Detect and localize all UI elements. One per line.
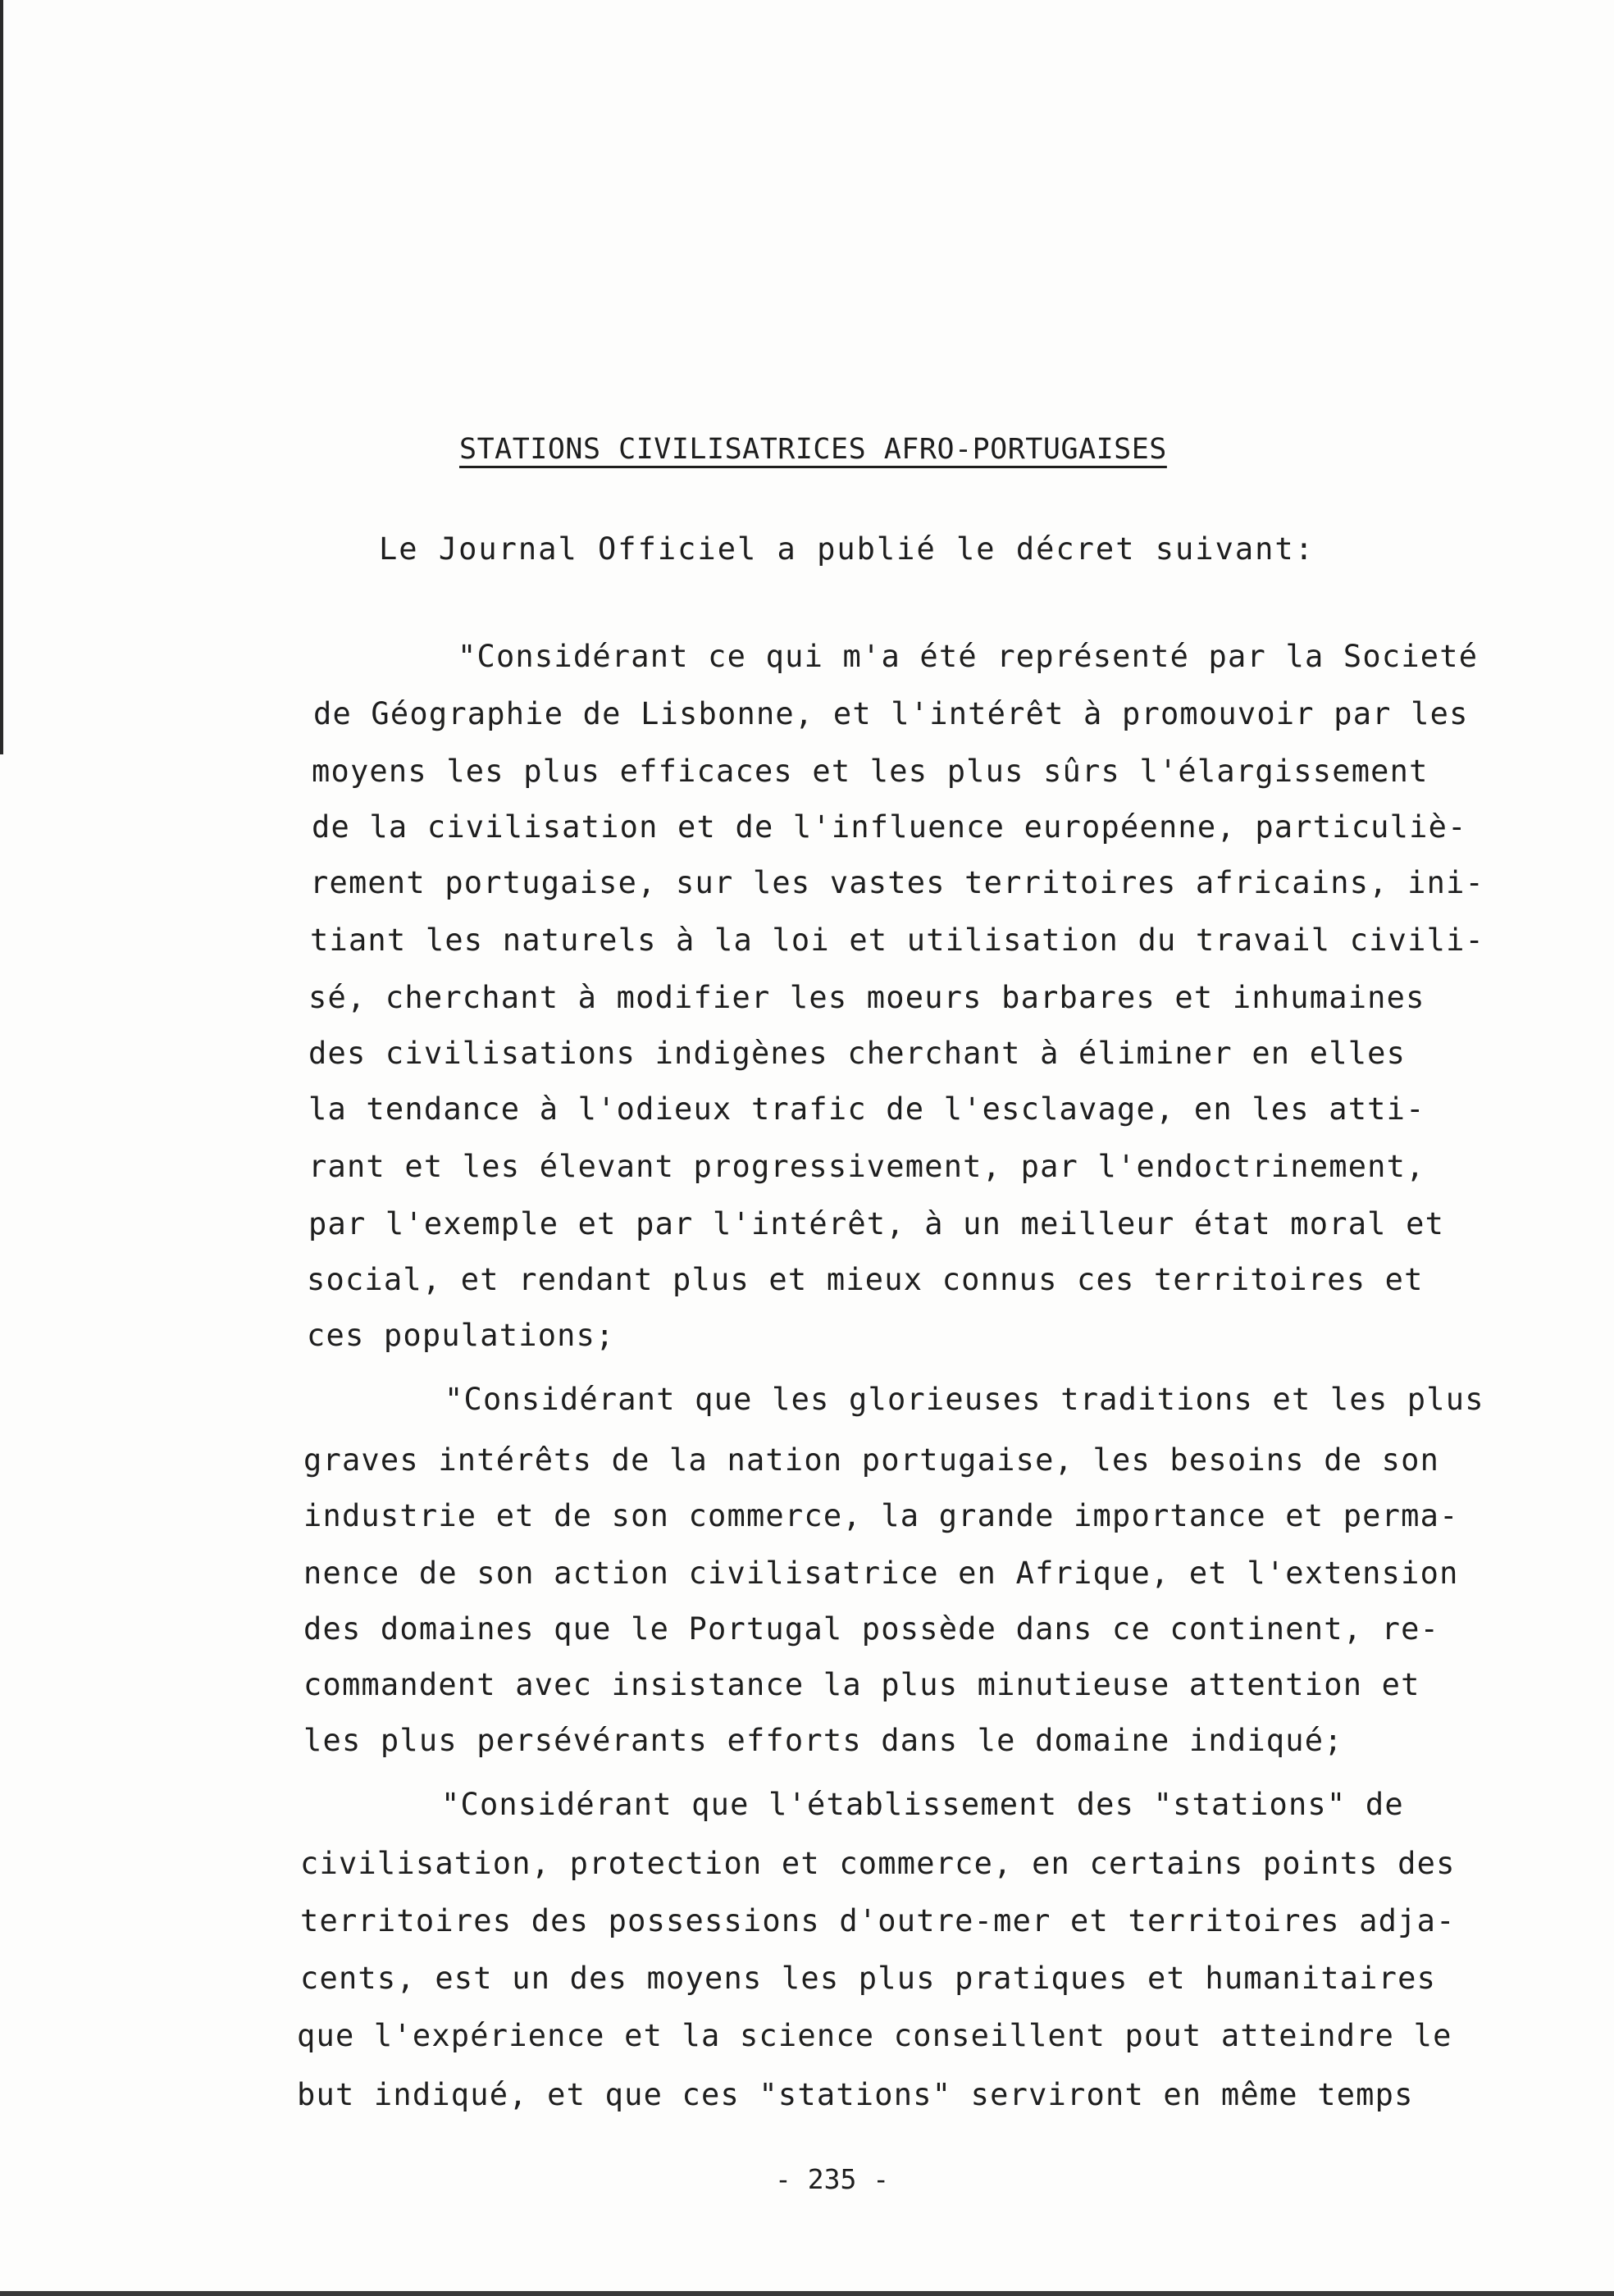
document-title: STATIONS CIVILISATRICES AFRO-PORTUGAISES: [459, 433, 1167, 466]
text-line: "Considérant que les glorieuses traditions et les plus: [445, 1382, 1484, 1417]
page-number: - 235 -: [775, 2163, 890, 2195]
text-line: civilisation, protection et commerce, en certains points des: [300, 1846, 1456, 1881]
text-line: moyens les plus efficaces et les plus sûrs l'élargissement: [312, 754, 1429, 789]
text-line: de Géographie de Lisbonne, et l'intérêt à promouvoir par les: [313, 696, 1469, 731]
text-line: "Considérant que l'établissement des "stations" de: [441, 1787, 1404, 1822]
text-line: sé, cherchant à modifier les moeurs barbares et inhumaines: [308, 980, 1425, 1015]
text-line: des civilisations indigènes cherchant à éliminer en elles: [308, 1036, 1407, 1071]
text-line: rement portugaise, sur les vastes territoires africains, ini-: [310, 865, 1485, 900]
text-line: tiant les naturels à la loi et utilisation du travail civili-: [310, 922, 1485, 958]
text-line: ces populations;: [307, 1318, 615, 1353]
text-line: social, et rendant plus et mieux connus ces territoires et: [307, 1262, 1424, 1297]
text-line: but indiqué, et que ces "stations" serviront en même temps: [297, 2077, 1414, 2112]
text-line: industrie et de son commerce, la grande importance et perma-: [303, 1498, 1459, 1533]
text-line: nence de son action civilisatrice en Afrique, et l'extension: [303, 1556, 1459, 1591]
text-line: par l'exemple et par l'intérêt, à un meilleur état moral et: [308, 1206, 1445, 1241]
text-line: cents, est un des moyens les plus pratiques et humanitaires: [300, 1961, 1437, 1996]
scan-left-edge: [0, 0, 3, 754]
text-line: les plus persévérants efforts dans le domaine indiqué;: [303, 1723, 1343, 1758]
text-line: commandent avec insistance la plus minutieuse attention et: [303, 1667, 1420, 1702]
text-line: graves intérêts de la nation portugaise, les besoins de son: [303, 1442, 1440, 1478]
text-line: "Considérant ce qui m'a été représenté par la Societé: [458, 639, 1479, 674]
text-line: de la civilisation et de l'influence européenne, particuliè-: [312, 809, 1467, 845]
intro-line: Le Journal Officiel a publié le décret suivant:: [379, 531, 1315, 567]
text-line: la tendance à l'odieux trafic de l'esclavage, en les atti-: [308, 1091, 1425, 1127]
text-line: que l'expérience et la science conseillent pout atteindre le: [297, 2018, 1452, 2053]
text-line: territoires des possessions d'outre-mer et territoires adja-: [300, 1903, 1456, 1938]
text-line: rant et les élevant progressivement, par l'endoctrinement,: [308, 1149, 1425, 1184]
text-line: des domaines que le Portugal possède dans ce continent, re-: [303, 1611, 1440, 1647]
scan-bottom-edge: [0, 2291, 1614, 2296]
